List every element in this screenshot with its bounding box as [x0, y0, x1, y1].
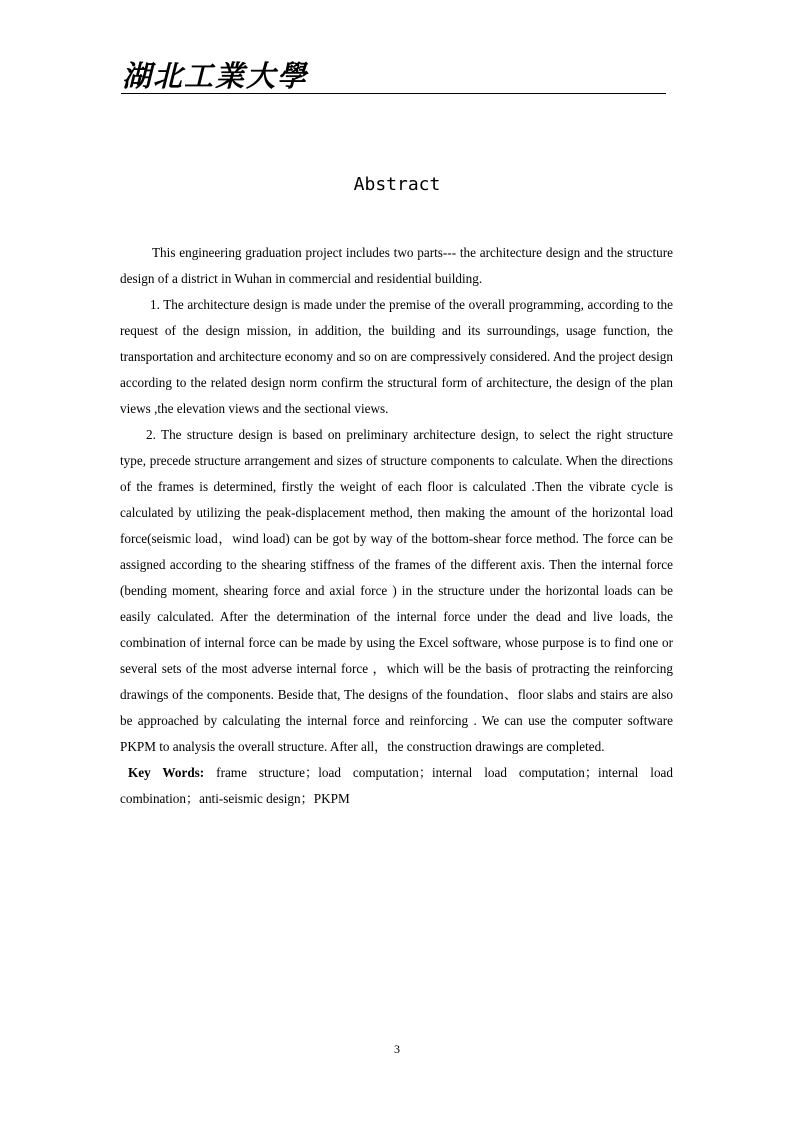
abstract-paragraph-intro: This engineering graduation project includes two parts--- the architecture design and the structure design of a district in Wuhan in commercial and residential building. [120, 245, 673, 286]
abstract-paragraph-structure: 2. The structure design is based on preliminary architecture design, to select the right structure type, precede structure arrangement and sizes of structure components to calculate. When the directions of the frames is determined, firstly the weight of each floor is calculated .Then the vibrate cycle is calculated by utilizing the peak-displacement method, then making the amount of the horizontal load force(seismic load，wind load) can be got by way of the bottom-shear force method. The force can be assigned according to the shearing stiffness of the frames of the different axis. Then the internal force (bending moment, shearing force and axial force ) in the structure under the horizontal loads can be easily calculated. After the determination of the internal force under the dead and live loads, the combination of internal force can be made by using the Excel software, whose purpose is to find one or several sets of the most adverse internal force ，which will be the basis of protracting the reinforcing drawings of the components. Beside that, The designs of the foundation、floor slabs and stairs are also be approached by calculating the internal force and reinforcing . We can use the computer software PKPM to analysis the overall structure. After all，the construction drawings are completed. [120, 427, 673, 754]
university-logo: 湖北工業大學 [122, 59, 309, 93]
abstract-paragraph-architecture: 1. The architecture design is made under the premise of the overall programming, according to the request of the design mission, in addition, the building and its surroundings, usage function, the transportation and architecture economy and so on are compressively considered. And the project design according to the related design norm confirm the structural form of architecture, the design of the plan views ,the elevation views and the sectional views. [120, 297, 673, 416]
keywords-line [120, 760, 673, 812]
keywords-label: Key Words: [128, 765, 205, 780]
keywords-text: frame structure；load computation；internal load computation；internal load combination；anti-seismic design；PKPM [120, 765, 673, 806]
header-divider [121, 93, 666, 94]
page-number: 3 [394, 1042, 400, 1056]
abstract-body [120, 240, 673, 812]
page-title: Abstract [353, 174, 441, 195]
